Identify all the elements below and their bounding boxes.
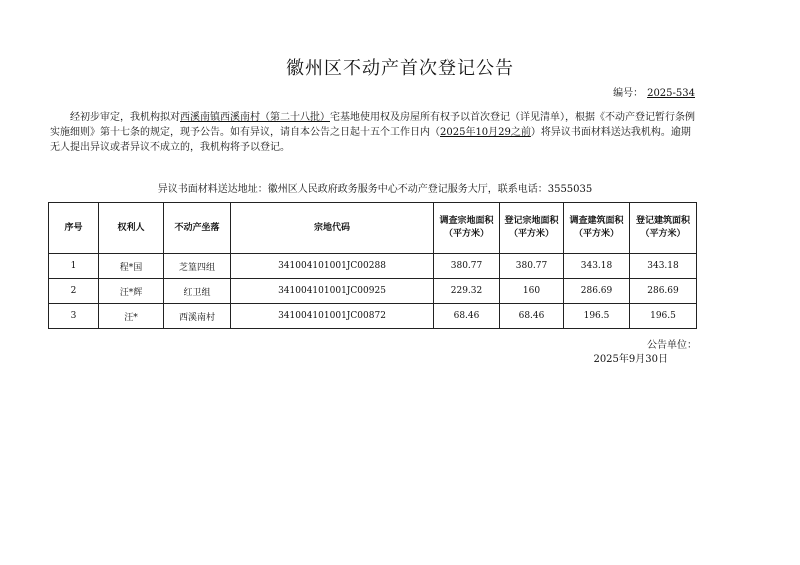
table-header-row [49,203,697,254]
table-row [49,254,697,279]
table-row [49,279,697,304]
cell-code: 341004101001JC00872 [231,304,434,329]
cell-survey-land-area: 229.32 [434,279,500,304]
cell-survey-building-area: 196.5 [564,304,630,329]
notice-text-1: 经初步审定，我机构拟对 [70,112,180,123]
notice-paragraph [50,110,700,155]
registration-table [48,202,697,329]
document-number-value: 2025-534 [647,88,695,99]
cell-survey-building-area: 286.69 [564,279,630,304]
header-no: 序号 [49,203,99,254]
cell-owner: 汪*辉 [99,279,164,304]
header-registered-land-area: 登记宗地面积（平方米） [500,203,564,254]
cell-location: 红卫组 [164,279,231,304]
cell-registered-building-area: 343.18 [630,254,697,279]
cell-location: 芝篁四组 [164,254,231,279]
cell-survey-land-area: 380.77 [434,254,500,279]
notice-location: 西溪南镇西溪南村（第二十八批） [180,112,330,123]
header-location: 不动产坐落 [164,203,231,254]
issuing-unit-label: 公告单位： [647,340,697,351]
issue-date: 2025年9月30日 [593,354,668,365]
cell-survey-building-area: 343.18 [564,254,630,279]
header-survey-land-area: 调查宗地面积（平方米） [434,203,500,254]
objection-address: 异议书面材料送达地址：徽州区人民政府政务服务中心不动产登记服务大厅，联系电话：3555035 [157,184,593,195]
cell-registered-land-area: 160 [500,279,564,304]
cell-no: 2 [49,279,99,304]
cell-registered-land-area: 68.46 [500,304,564,329]
cell-code: 341004101001JC00925 [231,279,434,304]
document-number-label: 编号： [613,88,644,99]
cell-owner: 程*国 [99,254,164,279]
header-code: 宗地代码 [231,203,434,254]
cell-location: 西溪南村 [164,304,231,329]
notice-text-3: ）将异议书面材料送达我机构。逾期无人提出异议或者异议不成立的，我机构将予以登记。 [50,127,691,153]
header-survey-building-area: 调查建筑面积（平方米） [564,203,630,254]
document-number [613,84,695,99]
cell-no: 3 [49,304,99,329]
cell-no: 1 [49,254,99,279]
cell-survey-land-area: 68.46 [434,304,500,329]
cell-registered-land-area: 380.77 [500,254,564,279]
cell-registered-building-area: 286.69 [630,279,697,304]
table-row [49,304,697,329]
header-registered-building-area: 登记建筑面积（平方米） [630,203,697,254]
cell-owner: 汪* [99,304,164,329]
header-owner: 权利人 [99,203,164,254]
cell-registered-building-area: 196.5 [630,304,697,329]
notice-deadline: 2025年10月29之前 [440,127,531,138]
notice-text-2: 宅基地使用权及房屋所有权予以首次登记（详见清单），根据《不动产登记暂行条例实施细则》第十七条的规定，现予公告。如有异议，请自本公告之日起十五个工作日内（ [50,112,695,138]
page-title: 徽州区不动产首次登记公告 [286,58,514,79]
cell-code: 341004101001JC00288 [231,254,434,279]
